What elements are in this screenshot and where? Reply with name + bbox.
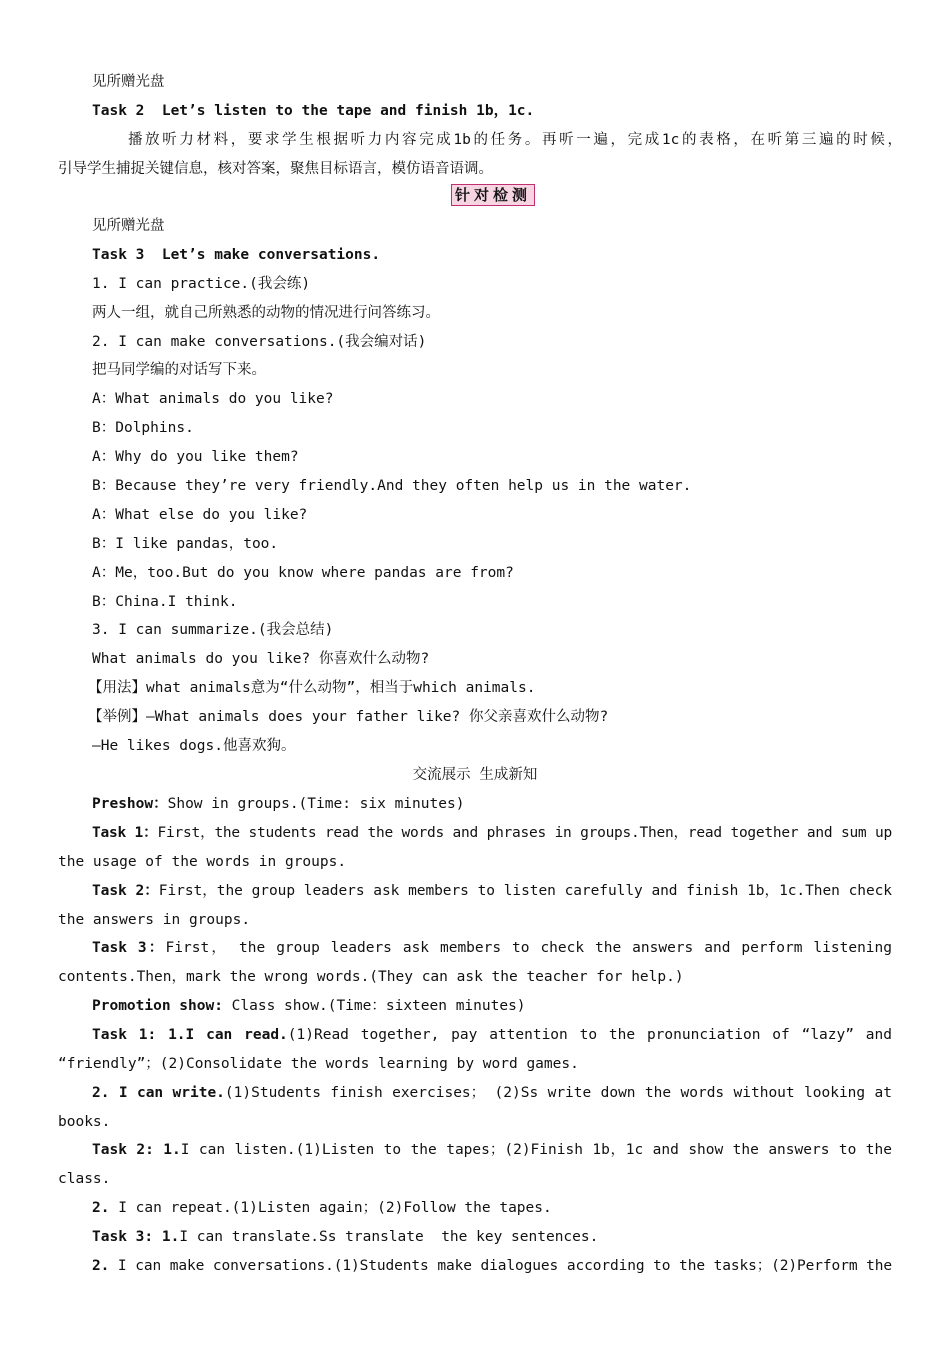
task-heading: Task 3 Let’s make conversations. (92, 247, 381, 263)
promo-write-label: 2. I can write. (92, 1085, 225, 1101)
promotion-line (92, 996, 526, 1016)
task3-label: Task 3： (92, 940, 166, 956)
promo-task2-text: I can listen.(1)Listen to the tapes；(2)Finish 1b，1c and show the answers to the (180, 1142, 892, 1158)
promo-conversation-label: 2. (92, 1258, 110, 1274)
text-line: contents.Then，mark the wrong words.(They can ask the teacher for help.) (58, 969, 684, 985)
task2-line (92, 881, 892, 901)
text-line: What animals do you like? 你喜欢什么动物? (92, 651, 430, 667)
text-line: 两人一组，就自己所熟悉的动物的情况进行问答练习。 (92, 305, 440, 321)
text-line: 播放听力材料，要求学生根据听力内容完成1b的任务。再听一遍，完成1c的表格，在听第三遍的时候， (128, 132, 902, 148)
promo-write-line (92, 1083, 892, 1103)
dialogue-line: A：Me，too.But do you know where pandas are from? (92, 565, 514, 581)
preshow-text: Show in groups.(Time: six minutes) (167, 796, 465, 812)
text-line: 见所赠光盘 (92, 218, 165, 234)
task1-label: Task 1： (92, 825, 158, 841)
promo-task3-label: Task 3: 1. (92, 1229, 180, 1245)
promo-task3-line (92, 1227, 598, 1247)
promo-write-text: (1)Students finish exercises； (2)Ss write down the words without looking at (224, 1085, 892, 1101)
task3-text: First， the group leaders ask members to check the answers and perform listening (165, 940, 892, 956)
text-line: 1. I can practice.(我会练) (92, 276, 311, 292)
promo-task1-line (92, 1025, 892, 1045)
text-line: —He likes dogs.他喜欢狗。 (92, 738, 296, 754)
promo-repeat-line (92, 1198, 552, 1218)
promo-conversation-line (92, 1256, 892, 1276)
text-line: 见所赠光盘 (92, 74, 165, 90)
dialogue-line: A：Why do you like them? (92, 449, 299, 465)
text-line: 3. I can summarize.(我会总结) (92, 622, 334, 638)
example-note: 【举例】—What animals does your father like? 你父亲喜欢什么动物? (88, 709, 609, 725)
task1-text: First，the students read the words and phrases in groups.Then，read together and sum up (157, 825, 892, 841)
task2-text: First，the group leaders ask members to listen carefully and finish 1b，1c.Then check (158, 883, 892, 899)
promo-task2-line (92, 1140, 892, 1160)
usage-note: 【用法】what animals意为“什么动物”，相当于which animals. (88, 680, 536, 696)
promotion-text: Class show.(Time：sixteen minutes) (222, 998, 526, 1014)
preshow-line (92, 794, 464, 814)
promo-repeat-label: 2. (92, 1200, 110, 1216)
task-heading: Task 2 Let’s listen to the tape and finish 1b，1c. (92, 103, 535, 119)
section-heading: 交流展示 生成新知 (412, 767, 538, 783)
text-line: “friendly”；(2)Consolidate the words learning by word games. (58, 1056, 579, 1072)
text-line: books. (58, 1114, 111, 1130)
promo-task1-text: (1)Read together, pay attention to the pronunciation of “lazy” and (287, 1027, 892, 1043)
promo-task3-text: I can translate.Ss translate the key sentences. (179, 1229, 599, 1245)
promotion-label: Promotion show: (92, 998, 223, 1014)
text-line: 把马同学编的对话写下来。 (92, 362, 266, 378)
preshow-label: Preshow： (92, 796, 168, 812)
text-line: the answers in groups. (58, 912, 251, 928)
task2-label: Task 2： (92, 883, 159, 899)
task3-line (92, 938, 892, 958)
dialogue-line: A：What animals do you like? (92, 391, 334, 407)
text-line: 引导学生捕捉关键信息，核对答案，聚焦目标语言，模仿语音语调。 (58, 161, 493, 177)
section-banner: 针对检测 (451, 184, 535, 206)
text-line: 2. I can make conversations.(我会编对话) (92, 334, 427, 350)
promo-conversation-text: I can make conversations.(1)Students make dialogues according to the tasks；(2)Perform the (109, 1258, 892, 1274)
promo-repeat-text: I can repeat.(1)Listen again；(2)Follow the tapes. (109, 1200, 552, 1216)
dialogue-line: B：China.I think. (92, 594, 238, 610)
promo-task2-label: Task 2: 1. (92, 1142, 181, 1158)
dialogue-line: B：Because they’re very friendly.And they often help us in the water. (92, 478, 692, 494)
promo-task1-label: Task 1: 1.I can read. (92, 1027, 288, 1043)
dialogue-line: B：Dolphins. (92, 420, 194, 436)
text-line: the usage of the words in groups. (58, 854, 347, 870)
dialogue-line: A：What else do you like? (92, 507, 308, 523)
task1-line (92, 823, 892, 843)
dialogue-line: B：I like pandas，too. (92, 536, 279, 552)
text-line: class. (58, 1171, 111, 1187)
